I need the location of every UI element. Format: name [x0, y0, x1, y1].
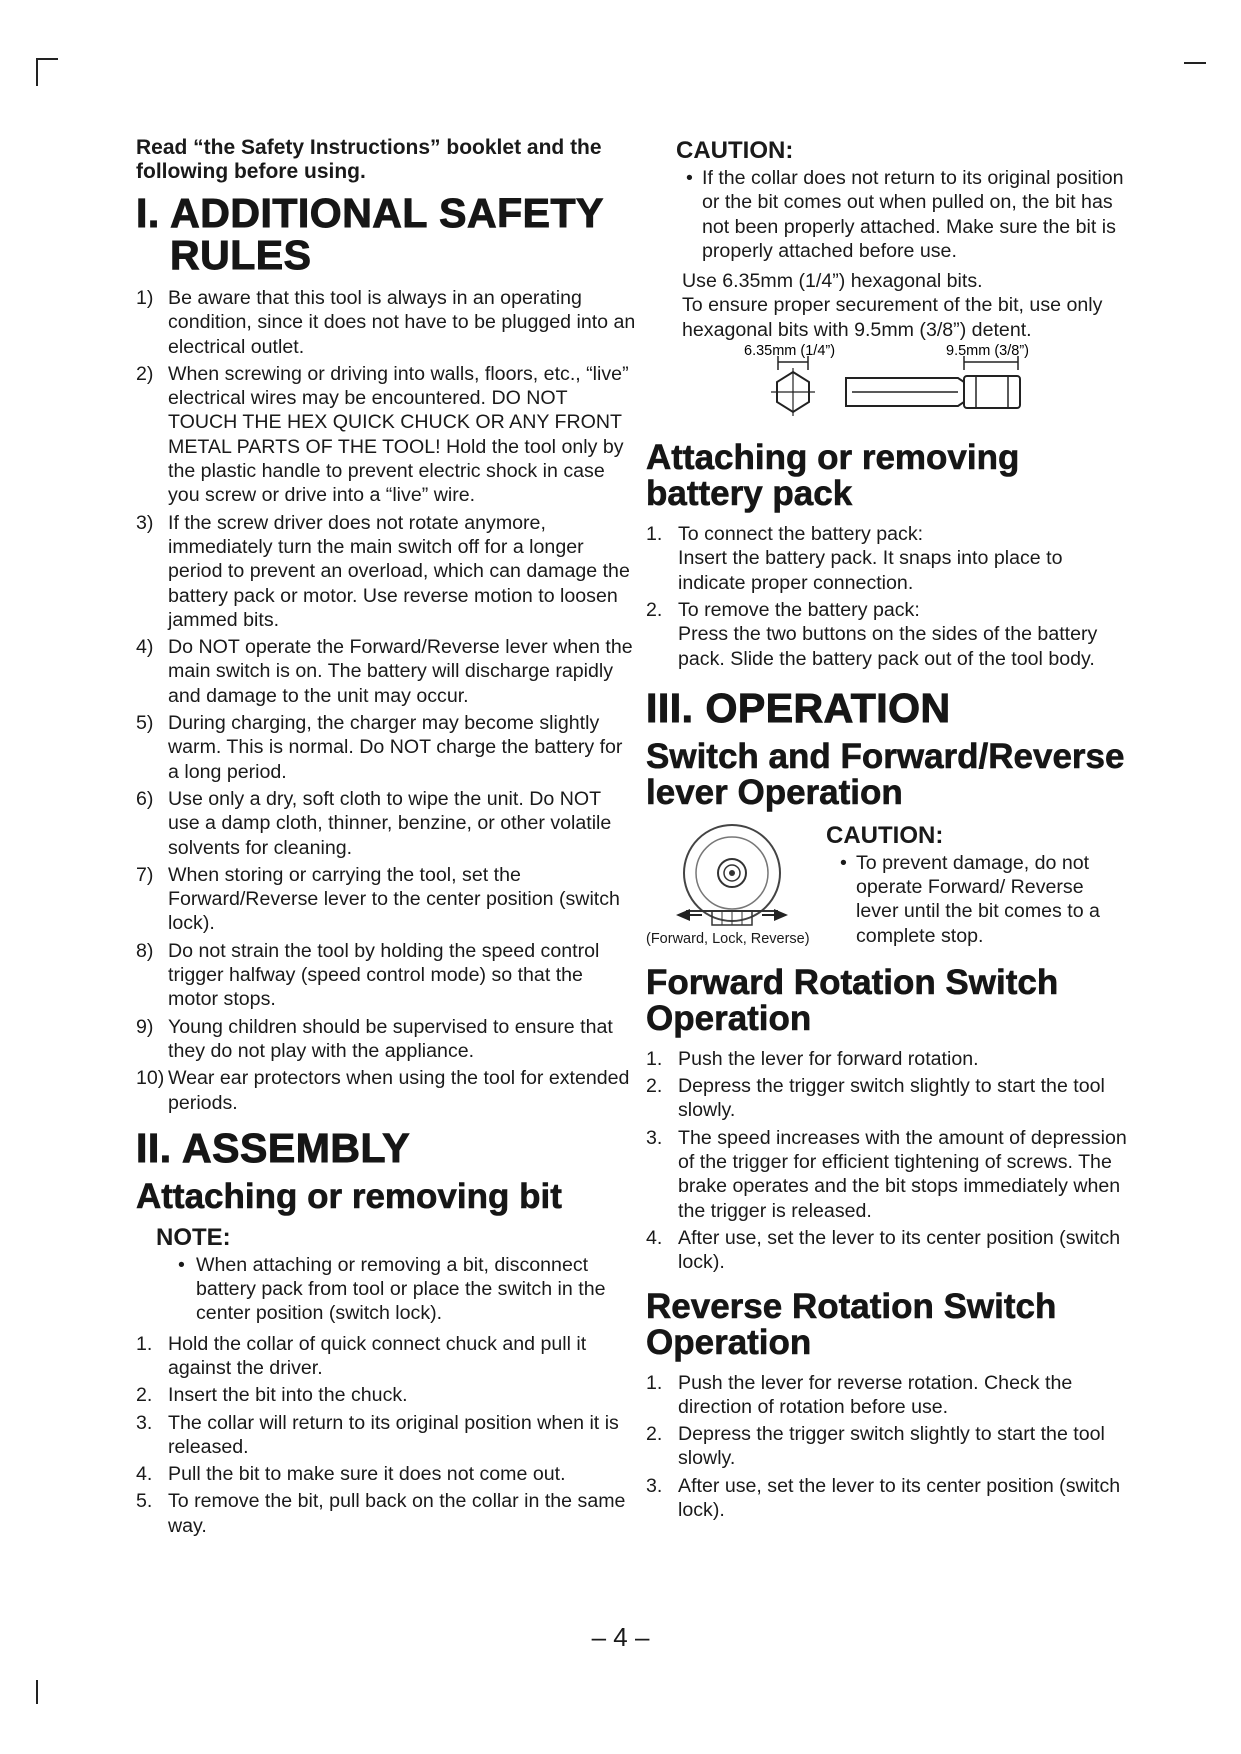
list-number: 1. [646, 1047, 663, 1070]
list-detail: Insert the battery pack. It snaps into place to indicate proper connection. [678, 547, 1063, 594]
safety-rule-item [136, 863, 636, 936]
reverse-steps-list [646, 1371, 1130, 1523]
list-number: 10) [136, 1067, 165, 1090]
bit-steps-list [136, 1332, 636, 1538]
battery-step-item [646, 522, 1130, 595]
list-number: 6) [136, 787, 154, 810]
forward-arrow [676, 909, 690, 921]
list-number: 5. [136, 1490, 153, 1513]
list-text: To connect the battery pack: [678, 523, 924, 546]
list-number: 2. [646, 1423, 663, 1446]
list-number: 1) [136, 287, 154, 309]
list-number: 7) [136, 863, 154, 886]
safety-rule-item [136, 1015, 636, 1064]
hex-bit-diagram [646, 342, 1130, 432]
hex-line-1: Use 6.35mm (1/4”) hexagonal bits. [682, 270, 983, 293]
caution-1-text: If the collar does not return to its original position or the bit comes out when pulled on, the bit has not been properly attached. Make sure the bit is properly attached before use. [702, 167, 1124, 262]
crop-mark-bottom-left-v [36, 1680, 38, 1704]
safety-rule-item [136, 711, 636, 784]
list-text: Insert the bit into the chuck. [168, 1384, 408, 1407]
list-text: Do NOT operate the Forward/Reverse lever when the main switch is on. The battery will discharge rapidly and damage to the unit may occur. [168, 636, 633, 707]
forward-step-item [646, 1074, 1130, 1123]
list-number: 4. [136, 1463, 153, 1486]
list-text: To remove the bit, pull back on the collar in the same way. [168, 1490, 626, 1537]
section-2-title: II. ASSEMBLY [136, 1124, 411, 1171]
bit-step-item [136, 1332, 636, 1381]
list-number: 4) [136, 636, 154, 659]
bullet-dot: • [686, 167, 693, 189]
list-text: After use, set the lever to its center position (switch lock). [678, 1226, 1121, 1274]
forward-heading: Forward Rotation Switch Operation [646, 962, 1059, 1038]
section-1-title-line2: RULES [170, 232, 312, 278]
list-text: Push the lever for forward rotation. [678, 1047, 979, 1070]
list-number: 4. [646, 1226, 663, 1249]
safety-rule-item [136, 1066, 636, 1115]
right-column [646, 136, 1130, 1525]
list-number: 1. [136, 1332, 153, 1355]
list-text: Hold the collar of quick connect chuck and pull it against the driver. [168, 1332, 587, 1379]
list-text: If the screw driver does not rotate anymore, immediately turn the main switch off for a longer period to prevent an overload, which can damage the battery pack or motor. Use reverse motion to loosen jammed bits. [168, 511, 630, 631]
left-column [136, 136, 636, 1541]
reverse-arrow [774, 909, 788, 921]
forward-step-item [646, 1126, 1130, 1223]
list-number: 2. [646, 1075, 663, 1098]
caution-2-label: CAUTION: [826, 821, 944, 849]
safety-rule-item [136, 511, 636, 632]
reverse-step-item [646, 1474, 1130, 1523]
list-number: 2) [136, 362, 154, 385]
list-number: 3) [136, 511, 154, 534]
bullet-dot: • [840, 851, 847, 874]
crop-mark-top-right-h [1184, 62, 1206, 64]
forward-steps-list [646, 1047, 1130, 1275]
list-text: Depress the trigger switch slightly to start the tool slowly. [678, 1075, 1105, 1122]
switch-heading: Switch and Forward/Reverse lever Operation [646, 736, 1125, 812]
bit-heading: Attaching or removing bit [136, 1176, 562, 1216]
crop-mark-top-left-v [36, 58, 38, 86]
list-number: 2. [136, 1384, 153, 1407]
safety-rule-item [136, 787, 636, 860]
safety-rule-item [136, 635, 636, 708]
bit-step-item [136, 1383, 636, 1407]
safety-rule-item [136, 362, 636, 508]
caution-2-text: To prevent damage, do not operate Forward/ Reverse lever until the bit comes to a complete stop. [856, 851, 1100, 947]
battery-steps-list [646, 522, 1130, 671]
list-text: The collar will return to its original position when it is released. [168, 1411, 619, 1458]
bit-step-item [136, 1462, 636, 1486]
list-text: Do not strain the tool by holding the speed control trigger halfway (speed control mode) so that the motor stops. [168, 939, 600, 1011]
list-text: Be aware that this tool is always in an operating condition, since it does not have to be plugged into an electrical outlet. [168, 287, 636, 358]
section-1-title-line1: I. ADDITIONAL SAFETY [136, 190, 604, 236]
lever-block [646, 821, 1130, 957]
bullet-dot: • [178, 1253, 185, 1276]
list-number: 5) [136, 712, 154, 735]
list-text: When screwing or driving into walls, floors, etc., “live” electrical wires may be encountered. DO NOT TOUCH THE HEX QUICK CHUCK OR ANY FRONT METAL PARTS OF THE TOOL! Hold the tool only by the plastic handle to prevent electric shock in case you screw or drive into a “live” wire. [168, 362, 629, 507]
bit-step-item [136, 1411, 636, 1460]
note-text: When attaching or removing a bit, disconnect battery pack from tool or place the switch in the center position (switch lock). [196, 1253, 606, 1325]
list-number: 9) [136, 1015, 154, 1038]
reverse-heading: Reverse Rotation Switch Operation [646, 1286, 1057, 1362]
crop-mark-top-left-h [36, 58, 58, 60]
safety-rules-list [136, 286, 636, 1115]
bit-step-item [136, 1489, 636, 1538]
hex-bit-detent [964, 376, 1020, 408]
forward-step-item [646, 1047, 1130, 1071]
battery-step-item [646, 598, 1130, 671]
list-text: Pull the bit to make sure it does not come out. [168, 1463, 566, 1486]
caution-2-bullet [826, 851, 1126, 948]
list-detail: Press the two buttons on the sides of the battery pack. Slide the battery pack out of the tool body. [678, 623, 1098, 670]
list-number: 3. [136, 1411, 153, 1434]
list-text: Use only a dry, soft cloth to wipe the unit. Do NOT use a damp cloth, thinner, benzine, or other volatile solvents for cleaning. [168, 787, 612, 859]
hex-bit-figure [646, 342, 1130, 432]
forward-step-item [646, 1226, 1130, 1275]
note-block [136, 1225, 636, 1326]
dim-label-2: 9.5mm (3/8”) [946, 343, 1029, 360]
section-1-title [136, 192, 636, 276]
caution-1-label: CAUTION: [676, 137, 794, 164]
page-number: – 4 – [591, 1622, 650, 1652]
note-label: NOTE: [156, 1223, 231, 1251]
lever-caption: (Forward, Lock, Reverse) [646, 930, 810, 947]
hex-line-2: To ensure proper securement of the bit, use only hexagonal bits with 9.5mm (3/8”) detent. [682, 294, 1103, 341]
list-text: To remove the battery pack: [678, 598, 920, 621]
list-text: Depress the trigger switch slightly to start the tool slowly. [678, 1423, 1105, 1470]
caution-2 [826, 821, 1126, 954]
caution-1-bullet [646, 166, 1130, 263]
list-number: 8) [136, 939, 154, 962]
list-text: During charging, the charger may become slightly warm. This is normal. Do NOT charge the battery for a long period. [168, 712, 623, 783]
list-number: 3. [646, 1126, 663, 1149]
safety-rule-item [136, 286, 636, 359]
section-3-title: III. OPERATION [646, 684, 951, 731]
list-number: 1. [646, 523, 663, 546]
note-bullet [156, 1253, 636, 1326]
dim-label-1: 6.35mm (1/4”) [744, 343, 836, 360]
list-text: After use, set the lever to its center position (switch lock). [678, 1474, 1121, 1522]
list-text: When storing or carrying the tool, set the Forward/Reverse lever to the center position (switch lock). [168, 863, 620, 935]
safety-rule-item [136, 939, 636, 1012]
list-text: Push the lever for reverse rotation. Check the direction of rotation before use. [678, 1371, 1073, 1418]
reverse-step-item [646, 1371, 1130, 1420]
list-number: 2. [646, 598, 663, 621]
list-text: The speed increases with the amount of depression of the trigger for efficient tightening of screws. The brake operates and the bit stops immediately when the trigger is released. [678, 1126, 1127, 1222]
list-number: 3. [646, 1474, 663, 1497]
battery-heading: Attaching or removing battery pack [646, 438, 1020, 514]
reverse-step-item [646, 1422, 1130, 1471]
list-text: Wear ear protectors when using the tool for extended periods. [168, 1067, 630, 1114]
intro-text: Read “the Safety Instructions” booklet and the following before using. [136, 136, 602, 183]
list-number: 1. [646, 1371, 663, 1394]
list-text: Young children should be supervised to ensure that they do not play with the appliance. [168, 1015, 613, 1062]
